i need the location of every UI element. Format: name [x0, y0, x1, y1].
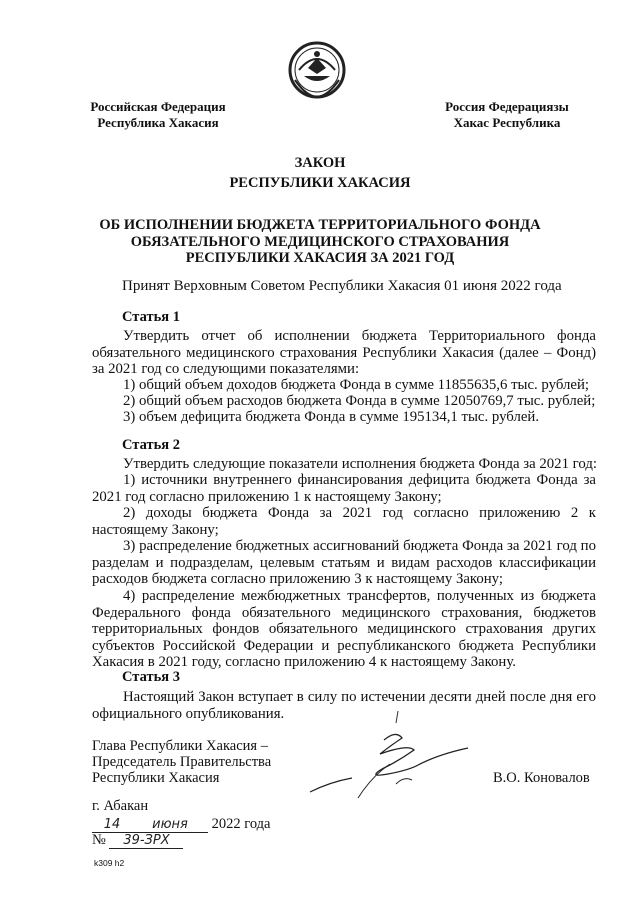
header-right-line2: Хакас Республика [453, 115, 561, 130]
signatory-position-line1: Глава Республики Хакасия – [92, 738, 268, 754]
adoption-line: Принят Верховным Советом Республики Хакасия 01 июня 2022 года [122, 278, 562, 294]
law-heading [0, 217, 640, 267]
law-number-line [92, 832, 183, 849]
date-day: 14 [92, 817, 132, 833]
date-month: июня [132, 817, 208, 833]
number-prefix: № [92, 832, 106, 848]
signer-name: В.О. Коновалов [493, 770, 590, 786]
article-2-item-3: 3) распределение бюджетных ассигнований бюджета Фонда за 2021 год по разделам и подразделам, целевым статьям и видам расходов классификации расходов бюджета согласно приложению 3 к настоящему Закону; [92, 538, 596, 587]
signatory-position [92, 738, 271, 786]
document-code: k309 h2 [94, 858, 125, 868]
law-number: 39-ЗРХ [109, 833, 183, 849]
header-left-line2: Республика Хакасия [97, 115, 219, 130]
header-left-line1: Российская Федерация [90, 99, 226, 114]
header-left [88, 99, 228, 131]
signatory-position-line3: Республики Хакасия [92, 770, 220, 786]
header-right [437, 99, 577, 131]
doc-title-law: ЗАКОН [294, 155, 346, 171]
signatory-position-line2: Председатель Правительства [92, 754, 272, 770]
article-2-intro: Утвердить следующие показатели исполнения бюджета Фонда за 2021 год: [123, 456, 597, 472]
coat-of-arms-emblem [286, 40, 348, 100]
article-1-intro: Утвердить отчет об исполнении бюджета Территориального фонда обязательного медицинского страхования Республики Хакасия (далее – Фонд) за 2021 год со следующими показателями: [92, 328, 596, 377]
doc-title-republic: РЕСПУБЛИКИ ХАКАСИЯ [229, 175, 411, 191]
article-3-text: Настоящий Закон вступает в силу по истечении десяти дней после дня его официального опубликования. [92, 689, 596, 722]
article-1-item-3: 3) объем дефицита бюджета Фонда в сумме 195134,1 тыс. рублей. [123, 409, 540, 425]
date-year: 2022 года [211, 816, 271, 832]
header-right-line1: Россия Федерациязы [445, 99, 569, 114]
law-heading-line1: ОБ ИСПОЛНЕНИИ БЮДЖЕТА ТЕРРИТОРИАЛЬНОГО ФОНДА [99, 217, 541, 233]
law-heading-line3: РЕСПУБЛИКИ ХАКАСИЯ ЗА 2021 ГОД [185, 250, 455, 266]
article-1-item-2: 2) общий объем расходов бюджета Фонда в сумме 12050769,7 тыс. рублей; [123, 393, 596, 409]
article-2-title: Статья 2 [122, 437, 180, 453]
article-2-item-1: 1) источники внутреннего финансирования дефицита бюджета Фонда за 2021 год согласно приложению 1 к настоящему Закону; [92, 472, 596, 505]
article-1-item-1: 1) общий объем доходов бюджета Фонда в сумме 11855635,6 тыс. рублей; [123, 377, 589, 393]
article-2-item-4: 4) распределение межбюджетных трансфертов, полученных из бюджета Федерального фонда обязательного медицинского страхования, бюджетов территориальных фондов обязательного медицинского страхования других субъектов Российской Федерации и республиканского бюджета Республики Хакасия в 2021 году, согласно приложению 4 к настоящему Закону. [92, 588, 596, 670]
article-3-title: Статья 3 [122, 669, 180, 685]
signing-date [92, 816, 270, 833]
article-2-item-2: 2) доходы бюджета Фонда за 2021 год согласно приложению 2 к настоящему Закону; [92, 505, 596, 538]
article-1-title: Статья 1 [122, 309, 180, 325]
handwritten-signature [300, 724, 490, 814]
place-of-signing: г. Абакан [92, 798, 149, 814]
law-heading-line2: ОБЯЗАТЕЛЬНОГО МЕДИЦИНСКОГО СТРАХОВАНИЯ [130, 233, 510, 250]
ink-mark [394, 710, 400, 724]
